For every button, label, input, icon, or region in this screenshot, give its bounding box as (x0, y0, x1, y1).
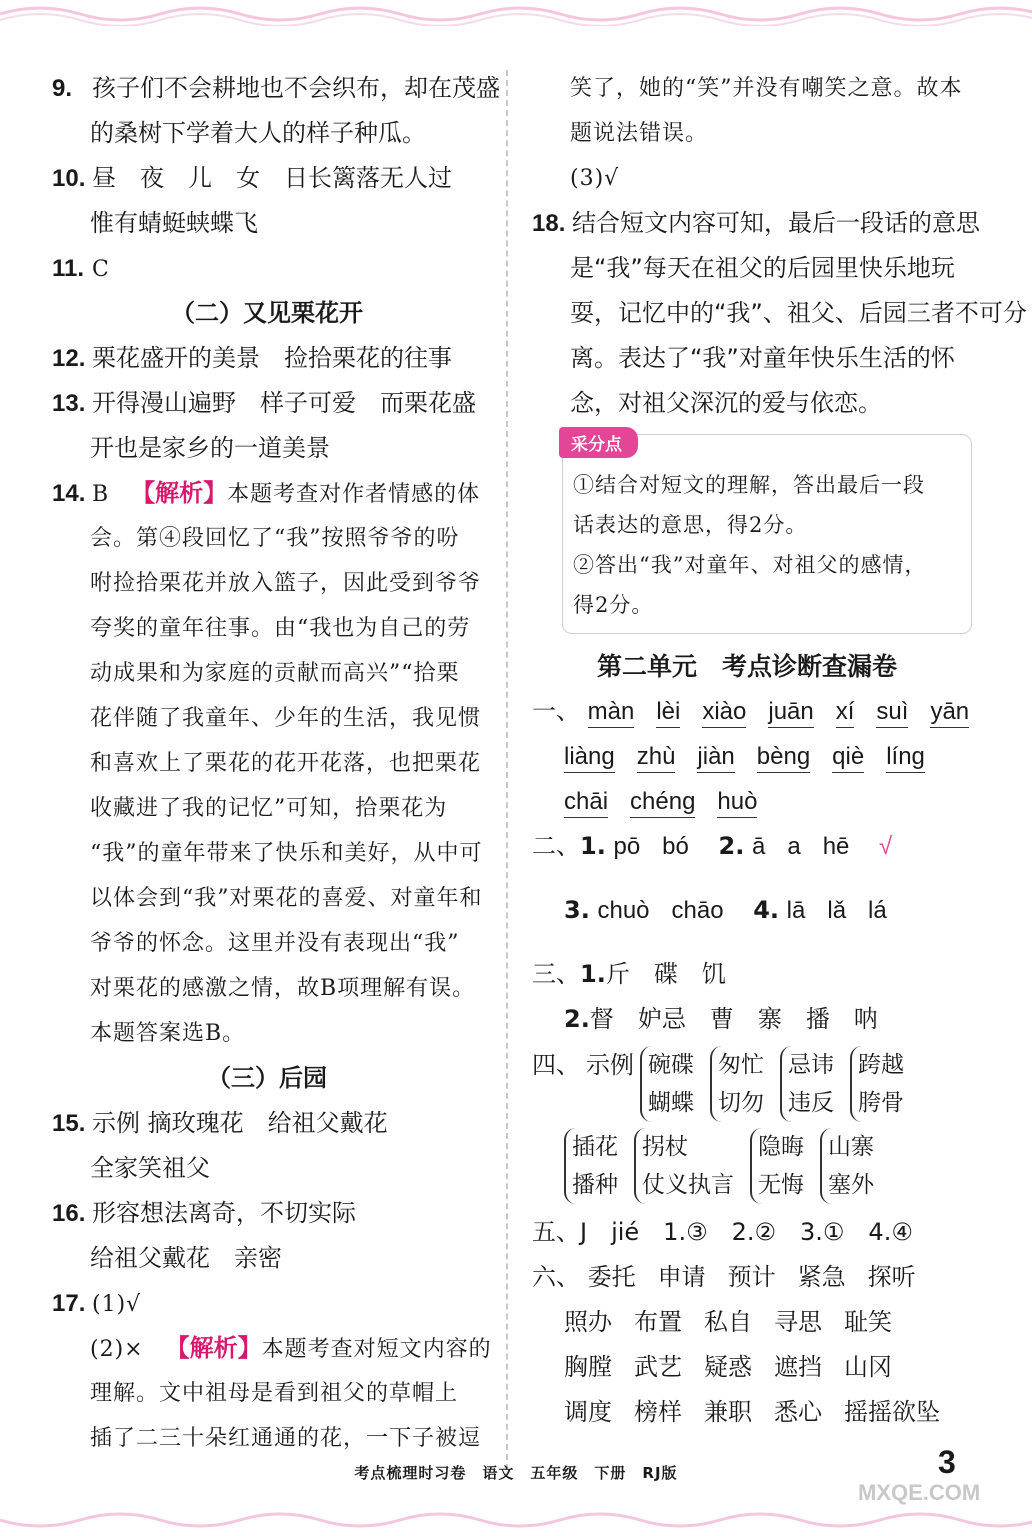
answer-16: 16. 形容想法离奇，不切实际 (52, 1199, 356, 1227)
page-footer: 考点梳理时习卷 语文 五年级 下册 RJ版 (354, 1464, 678, 1482)
section-4-word-groups: 四、 示例 碗碟 蝴蝶 匆忙 切勿 忌讳 违反 跨越 胯骨 (532, 1046, 962, 1122)
answer-17: 17. (1)√ (52, 1290, 142, 1317)
section-heading-2: （二）又见栗花开 (171, 299, 363, 327)
watermark: MXQE.COM (858, 1480, 981, 1505)
page-number: 3 (938, 1444, 956, 1480)
left-column: 9. 孩子们不会耕地也不会织布，却在茂盛 的桑树下学着大人的样子种瓜。 10. 昼 夜 儿 女 日长篱落无人过 惟有蜻蜓蛱蝶飞 11. C （二）又见栗花开 12. 栗花盛开的美景 捡拾栗花的往事 13. 开得漫山遍野 样子可爱 而栗花盛 开也是家乡的一道美景 14. B 【解析】本题考查对作者情感的体 会。第④段回忆了“我”按照爷爷的吩 咐捡拾栗花并放入篮子，因此受到爷爷 夸奖的童年往事。由“我也为自己的劳 动成果和为家庭的贡献而高兴”“拾栗 花伴随了我童年、少年的生活，我见惯 和喜欢上了栗花的花开花落，也把栗花 收藏进了我的记忆”可知，拾栗花为 “我”的童年带来了快乐和美好，从中可 以体会到“我”对栗花的喜爱、对童年和 爷爷的怀念。这里并没有表现出“我” 对栗花的感激之情，故B项理解有误。 本题答案选B。 （三）后园 15. 示例 摘玫瑰花 给祖父戴花 全家笑祖父 16. 形容想法离奇，不切实际 给祖父戴花 亲密 17. (1)√ (2)× 【解析】本题考查对短文内容的 理解。文中祖母是看到祖父的草帽上 插了二三十朵红通通的花，一下子被逗 (52, 66, 482, 1461)
section-2-tones: 二、1. pō bó 2. ā a hē √ (532, 824, 962, 888)
bottom-decor-band (0, 1510, 1032, 1536)
section-1-pinyin: 一、 màn lèi xiào juān xí suì yān (532, 689, 962, 734)
unit-title: 第二单元 考点诊断查漏卷 (596, 652, 897, 681)
column-divider (506, 70, 508, 1470)
answer-9: 9. 孩子们不会耕地也不会织布，却在茂盛 (52, 74, 500, 102)
scoring-points-box: 采分点 ①结合对短文的理解，答出最后一段 话表达的意思，得2分。 ②答出“我”对童年、对祖父的感情， 得2分。 (562, 434, 972, 634)
scoring-points-label: 采分点 (559, 427, 638, 458)
answer-17-3: (3)√ (570, 166, 620, 191)
answer-10: 10. 昼 夜 儿 女 日长篱落无人过 (52, 164, 452, 192)
section-heading-3: （三）后园 (207, 1064, 327, 1092)
analysis-tag: 【解析】 (131, 479, 228, 507)
answer-11: 11. C (52, 255, 110, 282)
answer-18: 18. 结合短文内容可知，最后一段话的意思 (532, 209, 980, 237)
section-3-characters: 三、1.斤 碟 饥 (532, 960, 726, 988)
section-6-words: 六、 委托 申请 预计 紧急 探听 (532, 1263, 916, 1291)
check-mark: √ (879, 833, 893, 860)
section-5: 五、J jié 1.③ 2.② 3.① 4.④ (532, 1218, 913, 1246)
top-decor-band (0, 0, 1032, 26)
answer-13: 13. 开得漫山遍野 样子可爱 而栗花盛 (52, 389, 476, 417)
answer-15: 15. 示例 摘玫瑰花 给祖父戴花 (52, 1109, 388, 1137)
answer-12: 12. 栗花盛开的美景 捡拾栗花的往事 (52, 344, 452, 372)
right-column: 笑了，她的“笑”并没有嘲笑之意。故本 题说法错误。 (3)√ 18. 结合短文内容可知，最后一段话的意思 是“我”每天在祖父的后园里快乐地玩 耍，记忆中的“我”、祖父、后园三者不可分 离。表达了“我”对童年快乐生活的怀 念，对祖父深沉的爱与依恋。 采分点 ①结合对短文的理解，答出最后一段 话表达的意思，得2分。 ②答出“我”对童年、对祖父的感情， 得2分。 第二单元 考点诊断查漏卷 一、 màn lèi xiào juān xí suì yān liàng zhù jiàn bèng qiè líng chāi chéng huò 二、1. pō bó 2. ā a hē √ 3. chuò chāo 4. lā lǎ lá 三、1.斤 碟 饥 2.督 妒忌 曹 寨 播 呐 四、 示例 碗碟 蝴蝶 匆忙 切勿 忌讳 违反 跨越 胯骨 插花 播种 拐杖 仗义执言 隐晦 无悔 山寨 塞外 五、J jié 1.③ 2.② 3.① 4.④ 六、 委托 申请 预计 紧急 探听 照办 布置 私自 寻思 耻笑 胸膛 武艺 疑惑 遮挡 山冈 调度 榜样 兼职 悉心 摇摇欲坠 (532, 76, 1027, 1426)
answer-14: 14. B 【解析】本题考查对作者情感的体 (52, 479, 481, 507)
